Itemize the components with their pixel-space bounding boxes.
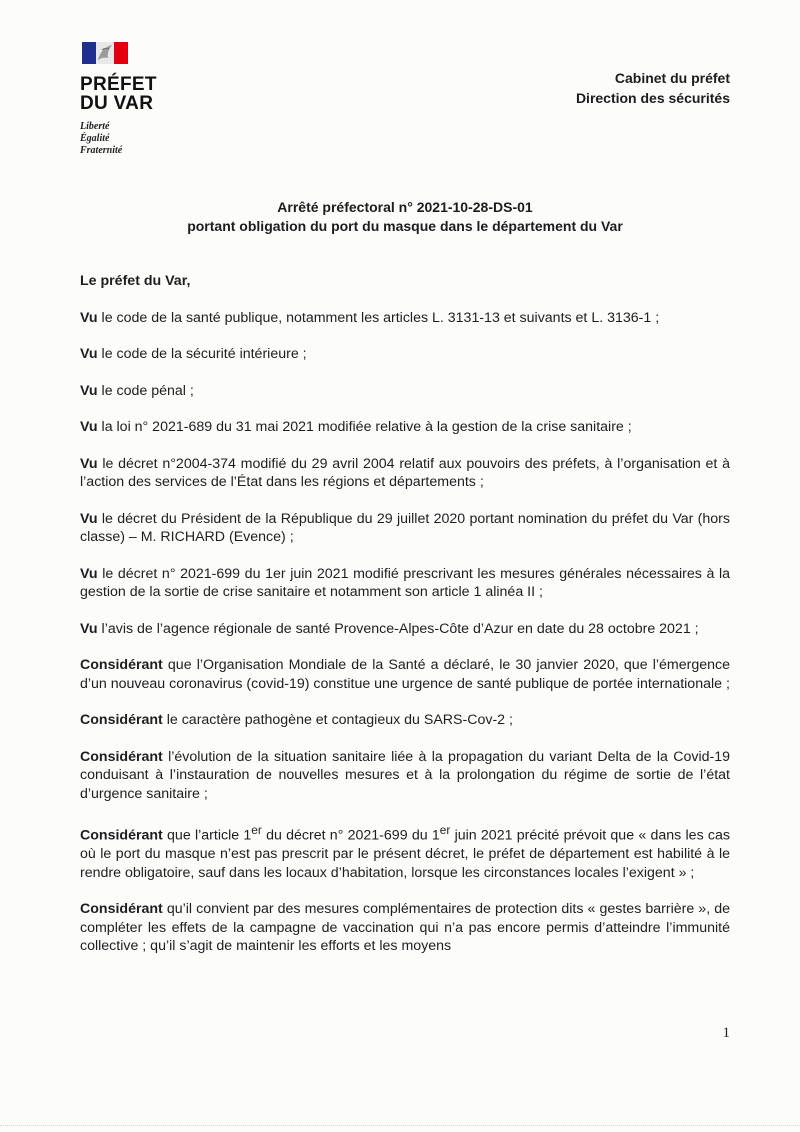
considerant-text-part1: que l’article 1 [162, 827, 252, 844]
service-cabinet: Cabinet du préfet [614, 70, 730, 86]
decree-number: Arrêté préfectoral n° 2021-10-28-DS-01 [277, 199, 533, 215]
considerant-text-part3: juin 2021 précité prévoit que « dans les cas où le port du masque n’est pas prescrit par le présent décret, le préfet de département est habilité à le rendre obligatoire, sauf dans les locaux d’habitation, lorsque les circonstances locales l’exigent » ; [80, 827, 730, 881]
issuing-service [576, 68, 730, 108]
considerant-keyword: Considérant [80, 712, 163, 728]
vu-paragraph [80, 565, 730, 602]
vu-paragraph [80, 620, 730, 639]
vu-text: le code de la sécurité intérieure ; [97, 346, 307, 362]
considerant-keyword: Considérant [80, 901, 163, 918]
decree-body [80, 272, 730, 974]
vu-keyword: Vu [80, 419, 98, 435]
motto-fraternite: Fraternité [80, 145, 123, 156]
considerant-text: que l’Organisation Mondiale de la Santé a déclaré, le 30 janvier 2020, que l’émergence d’un nouveau coronavirus (covid-19) constitue une urgence de santé publique de portée internationale ; [80, 657, 730, 692]
vu-keyword: Vu [80, 620, 98, 637]
vu-paragraph [80, 455, 730, 492]
vu-paragraph [80, 309, 730, 328]
decree-title [80, 198, 730, 236]
republic-motto [80, 121, 190, 157]
logo-title-line2: DU VAR [80, 93, 154, 114]
scan-edge-divider [0, 1125, 800, 1132]
vu-keyword: Vu [80, 510, 98, 527]
considerant-paragraph [80, 711, 730, 730]
marianne-logo-icon [82, 40, 128, 66]
vu-paragraph [80, 382, 730, 401]
considerant-paragraph [80, 821, 730, 882]
intro-text: Le préfet du Var, [80, 273, 191, 289]
considerant-paragraph [80, 900, 730, 956]
motto-liberte: Liberté [80, 121, 110, 132]
vu-paragraph [80, 345, 730, 364]
vu-text: le décret du Président de la République du 29 juillet 2020 portant nomination du préfet du Var (hors classe) – M. RICHARD (Evence) ; [80, 510, 730, 545]
vu-text: le décret n° 2021-699 du 1er juin 2021 modifié prescrivant les mesures générales nécessaires à la gestion de la sortie de crise sanitaire et notamment son article 1 alinéa II ; [80, 565, 730, 600]
considerant-text: qu’il convient par des mesures complémentaires de protection dits « gestes barrière », de compléter les effets de la campagne de vaccination qui n’a pas encore permis d’atteindre l’immunité collective ; qu’il s’agit de maintenir les efforts et les moyens [80, 901, 730, 955]
vu-paragraph [80, 510, 730, 547]
vu-text: le décret n°2004-374 modifié du 29 avril 2004 relatif aux pouvoirs des préfets, à l’organisation et à l’action des services de l’État dans les régions et départements ; [80, 455, 730, 490]
vu-keyword: Vu [80, 455, 98, 472]
vu-keyword: Vu [80, 346, 98, 362]
page-number: 1 [722, 1025, 730, 1041]
vu-keyword: Vu [80, 309, 98, 326]
superscript-er: er [439, 823, 451, 837]
considerant-text-part2: du décret n° 2021-699 du 1 [261, 827, 440, 844]
considerant-text: le caractère pathogène et contagieux du SARS-Cov-2 ; [162, 712, 513, 728]
vu-paragraph [80, 418, 730, 437]
vu-text: l’avis de l’agence régionale de santé Provence-Alpes-Côte d’Azur en date du 28 octobre 2021 ; [97, 620, 699, 637]
prefecture-logo [80, 40, 190, 157]
considerant-keyword: Considérant [80, 657, 163, 673]
vu-keyword: Vu [80, 565, 98, 582]
decree-subject: portant obligation du port du masque dans le département du Var [187, 218, 623, 234]
intro-paragraph [80, 272, 730, 291]
superscript-er: er [251, 823, 262, 837]
motto-egalite: Égalité [80, 133, 110, 144]
logo-title-line1: PRÉFET [80, 74, 157, 95]
vu-text: la loi n° 2021-689 du 31 mai 2021 modifiée relative à la gestion de la crise sanitaire ; [97, 419, 632, 435]
considerant-paragraph [80, 656, 730, 693]
considerant-keyword: Considérant [80, 748, 163, 765]
considerant-paragraph [80, 748, 730, 804]
service-direction: Direction des sécurités [575, 90, 730, 106]
vu-keyword: Vu [80, 382, 98, 399]
considerant-text: l’évolution de la situation sanitaire liée à la propagation du variant Delta de la Covid-19 conduisant à l’instauration de nouvelles mesures et à la prolongation du régime de sortie de l’état d’urgence sanitaire ; [80, 748, 730, 802]
vu-text: le code de la santé publique, notamment les articles L. 3131-13 et suivants et L. 3136-1 ; [97, 309, 660, 326]
vu-text: le code pénal ; [97, 382, 194, 399]
considerant-keyword: Considérant [80, 827, 163, 844]
